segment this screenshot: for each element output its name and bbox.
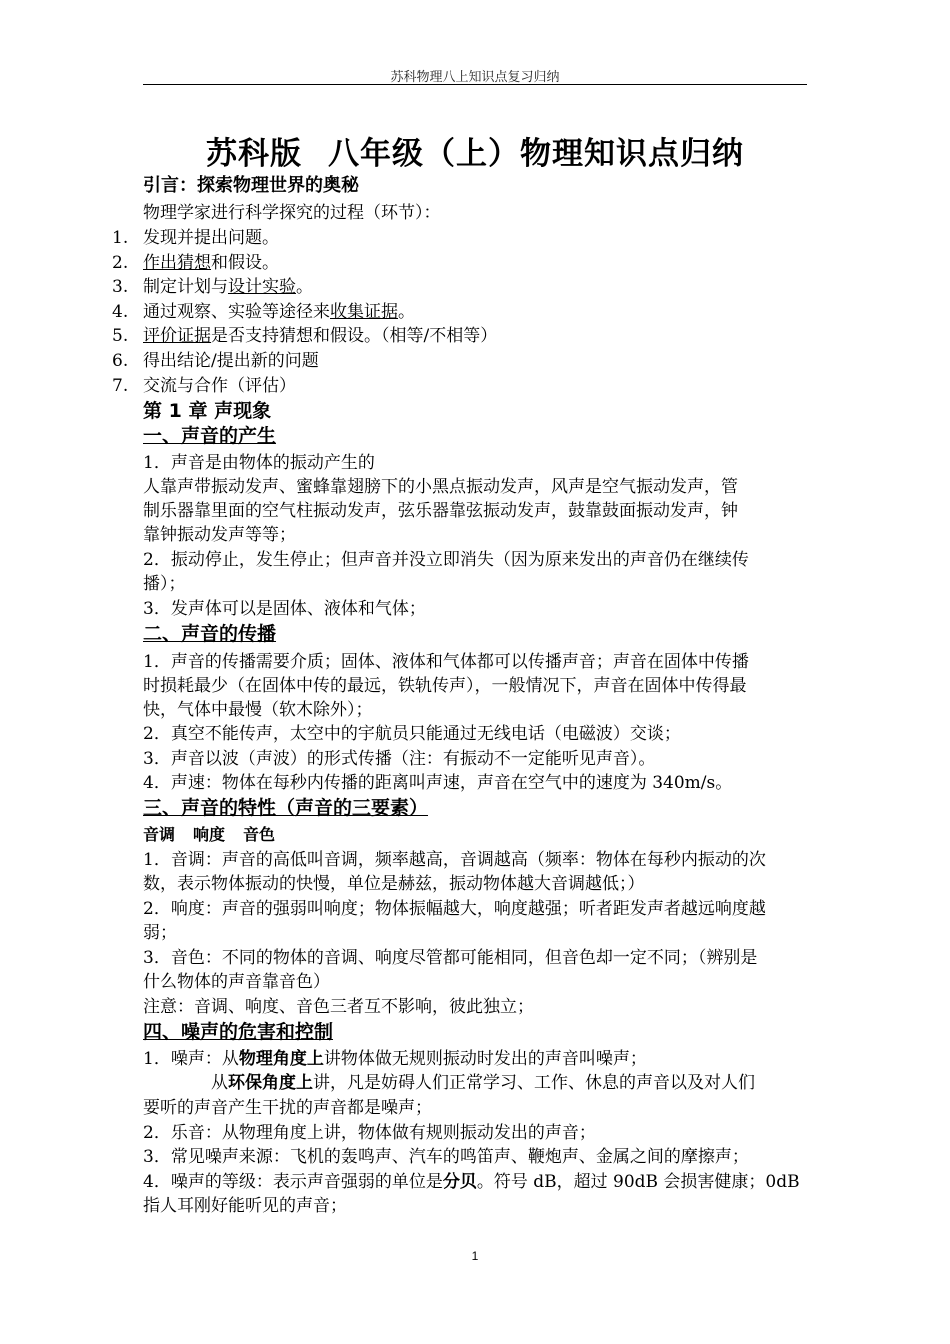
step-number: 3. <box>112 277 129 297</box>
section-1-heading: 一、声音的产生 <box>143 425 277 447</box>
s1-line-2: 人靠声带振动发声、蜜蜂靠翅膀下的小黑点振动发声，风声是空气振动发声，管 <box>143 477 738 497</box>
step-text-post: 和假设。 <box>211 253 279 273</box>
step-text <box>143 349 813 373</box>
s3-line-6: 什么物体的声音靠音色） <box>143 972 330 992</box>
s3-line-2: 数，表示物体振动的快慢，单位是赫兹，振动物体越大音调越低；） <box>143 874 645 894</box>
s3-line-5: 3．音色：不同的物体的音调、响度尽管都可能相同，但音色却一定不同；（辨别是 <box>143 948 758 968</box>
s4-l6-a: 4．噪声的等级：表示声音强弱的单位是 <box>143 1172 443 1192</box>
s4-l2-b: 环保角度上 <box>228 1073 313 1093</box>
step-text <box>143 275 813 299</box>
step-text-post: 。 <box>296 277 313 297</box>
three-elements-subheading <box>143 823 813 847</box>
s2-line-5: 3．声音以波（声波）的形式传播（注：有振动不一定能听见声音）。 <box>143 749 656 769</box>
s4-l1-b: 物理角度上 <box>238 1049 324 1069</box>
sub-timbre: 音色 <box>243 825 276 844</box>
s1-line-7: 3．发声体可以是固体、液体和气体； <box>143 599 426 619</box>
step-number: 7. <box>112 376 129 396</box>
step-text-pre: 交流与合作（评估） <box>143 376 296 396</box>
step-text-post: 。 <box>398 302 415 322</box>
s4-line-7: 指人耳刚好能听见的声音； <box>143 1196 347 1216</box>
s2-line-3: 快，气体中最慢（软木除外）； <box>143 700 373 720</box>
s4-l1-a: 1．噪声：从 <box>143 1049 239 1069</box>
step-text-u: 评价证据 <box>143 326 211 346</box>
title-part-2: 八年级（上）物理知识点归纳 <box>328 136 744 172</box>
step-text-pre: 通过观察、实验等途径来 <box>143 302 330 322</box>
s2-line-4: 2．真空不能传声，太空中的宇航员只能通过无线电话（电磁波）交谈； <box>143 724 681 744</box>
s4-line-2 <box>143 1071 881 1095</box>
step-number: 5. <box>112 326 129 346</box>
intro-heading: 引言：探索物理世界的奥秘 <box>143 175 359 196</box>
header-rule <box>143 84 807 85</box>
s3-line-4: 弱； <box>143 923 177 943</box>
s1-line-5: 2．振动停止，发生停止；但声音并没立即消失（因为原来发出的声音仍在继续传 <box>143 550 749 570</box>
step-number: 6. <box>112 351 129 371</box>
section-4-heading: 四、噪声的危害和控制 <box>143 1021 334 1043</box>
s4-l2-c: 讲，凡是妨碍人们正常学习、工作、休息的声音以及对人们 <box>313 1073 755 1093</box>
intro-lead: 物理学家进行科学探究的过程（环节）： <box>143 203 441 223</box>
step-text-pre: 制定计划与 <box>143 277 228 297</box>
s4-line-5: 3．常见噪声来源：飞机的轰鸣声、汽车的鸣笛声、鞭炮声、金属之间的摩擦声； <box>143 1147 749 1167</box>
s4-line-4: 2．乐音：从物理角度上讲，物体做有规则振动发出的声音； <box>143 1123 596 1143</box>
s4-l6-c: 。符号 dB，超过 90dB 会损害健康；0dB <box>476 1172 800 1192</box>
s2-line-1: 1．声音的传播需要介质；固体、液体和气体都可以传播声音；声音在固体中传播 <box>143 652 749 672</box>
s3-line-1: 1．音调：声音的高低叫音调，频率越高，音调越高（频率：物体在每秒内振动的次 <box>143 850 766 870</box>
step-number: 1. <box>112 228 129 248</box>
s4-l1-c: 讲物体做无规则振动时发出的声音叫噪声； <box>323 1049 647 1069</box>
step-text-u: 设计实验 <box>228 277 296 297</box>
s1-line-3: 制乐器靠里面的空气柱振动发声，弦乐器靠弦振动发声，鼓靠鼓面振动发声，钟 <box>143 501 738 521</box>
step-text <box>143 324 813 348</box>
s1-line-4: 靠钟振动发声等等； <box>143 525 296 545</box>
s1-line-6: 播）； <box>143 574 186 594</box>
page-header: 苏科物理八上知识点复习归纳 <box>390 70 560 85</box>
s1-line-1: 1．声音是由物体的振动产生的 <box>143 453 375 473</box>
s4-line-1 <box>143 1047 813 1071</box>
sub-loudness: 响度 <box>193 825 226 844</box>
step-text <box>143 374 813 398</box>
step-text-u: 作出猜想 <box>143 253 211 273</box>
section-3-heading: 三、声音的特性（声音的三要素） <box>143 797 429 819</box>
step-number: 4. <box>112 302 129 322</box>
section-2-heading: 二、声音的传播 <box>143 623 277 645</box>
step-text-post: 是否支持猜想和假设。（相等/不相等） <box>211 326 498 346</box>
step-text-pre: 发现并提出问题。 <box>143 228 279 248</box>
step-text-pre: 得出结论/提出新的问题 <box>143 351 319 371</box>
step-text <box>143 251 813 275</box>
s4-line-3: 要听的声音产生干扰的声音都是噪声； <box>143 1098 432 1118</box>
step-number: 2. <box>112 253 129 273</box>
s2-line-2: 时损耗最少（在固体中传的最远，铁轨传声），一般情况下，声音在固体中传得最 <box>143 676 747 696</box>
chapter-1-heading: 第 1 章 声现象 <box>143 400 272 422</box>
s4-line-6 <box>143 1170 813 1194</box>
s3-line-7: 注意：音调、响度、音色三者互不影响，彼此独立； <box>143 997 534 1017</box>
step-text-u: 收集证据 <box>330 302 398 322</box>
sub-pitch: 音调 <box>143 825 176 844</box>
s4-l2-a: 从 <box>211 1073 228 1093</box>
step-text <box>143 300 813 324</box>
title-part-1: 苏科版 <box>206 136 302 172</box>
page-number: 1 <box>471 1249 479 1263</box>
s3-line-3: 2．响度：声音的强弱叫响度；物体振幅越大，响度越强；听者距发声者越远响度越 <box>143 899 766 919</box>
s4-l6-b: 分贝 <box>442 1172 477 1192</box>
document-title <box>143 128 807 173</box>
s2-line-6: 4．声速：物体在每秒内传播的距离叫声速，声音在空气中的速度为 340m/s。 <box>143 773 733 793</box>
step-text <box>143 226 813 250</box>
